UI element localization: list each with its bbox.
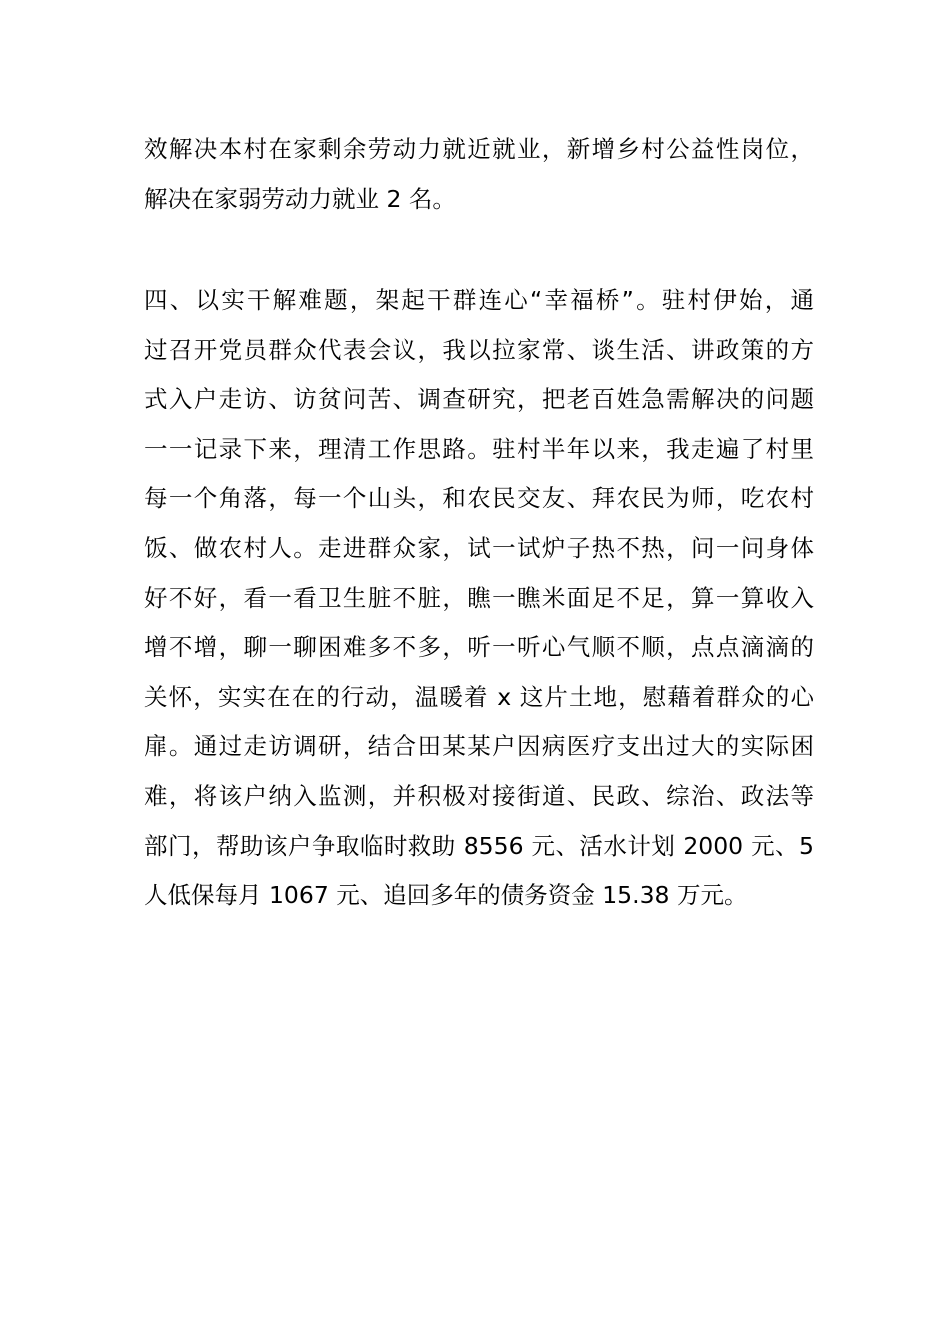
text-line: 每一个角落，每一个山头，和农民交友、拜农民为师，吃农村 bbox=[144, 484, 814, 513]
text-line: 式入户走访、访贫问苦、调查研究，把老百姓急需解决的问题 bbox=[144, 385, 814, 414]
text-line: 四、以实干解难题，架起干群连心“幸福桥”。驻村伊始，通 bbox=[144, 286, 814, 314]
text-line: 饭、做农村人。走进群众家，试一试炉子热不热，问一问身体 bbox=[144, 533, 814, 562]
text-line: 人低保每月 1067 元、追回多年的债务资金 15.38 万元。 bbox=[144, 881, 748, 910]
text-line: 解决在家弱劳动力就业 2 名。 bbox=[144, 184, 456, 213]
text-line: 难，将该户纳入监测，并积极对接街道、民政、综治、政法等 bbox=[144, 781, 814, 810]
paragraph-section-four bbox=[144, 276, 814, 921]
text-line: 扉。通过走访调研，结合田某某户因病医疗支出过大的实际困 bbox=[144, 732, 814, 761]
text-line: 一一记录下来，理清工作思路。驻村半年以来，我走遍了村里 bbox=[144, 434, 814, 463]
text-line: 关怀，实实在在的行动，温暖着 x 这片土地，慰藉着群众的心 bbox=[144, 682, 814, 711]
text-line: 效解决本村在家剩余劳动力就近就业，新增乡村公益性岗位， bbox=[144, 135, 814, 163]
text-line: 增不增，聊一聊困难多不多，听一听心气顺不顺，点点滴滴的 bbox=[144, 633, 814, 662]
text-line: 部门，帮助该户争取临时救助 8556 元、活水计划 2000 元、5 bbox=[144, 831, 814, 860]
paragraph-employment bbox=[144, 125, 814, 224]
text-line: 好不好，看一看卫生脏不脏，瞧一瞧米面足不足，算一算收入 bbox=[144, 583, 814, 612]
text-line: 过召开党员群众代表会议，我以拉家常、谈生活、讲政策的方 bbox=[144, 335, 814, 364]
